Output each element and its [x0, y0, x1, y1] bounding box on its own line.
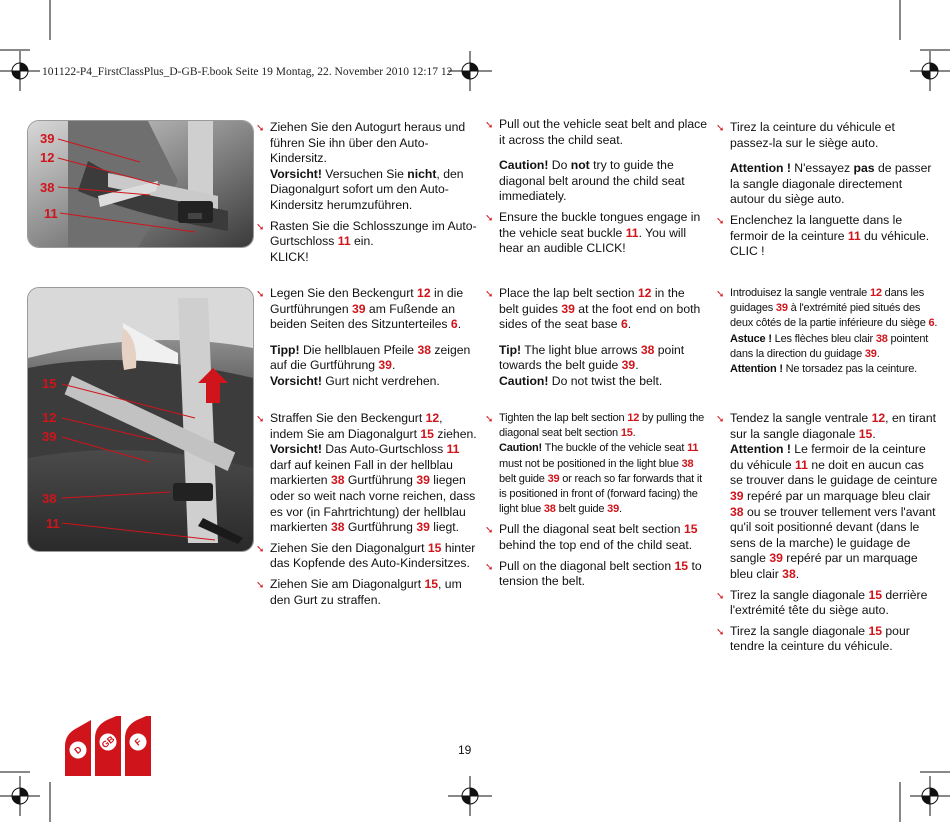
arrow-bullet-icon: ➘: [485, 212, 494, 224]
callout-39: 39: [42, 429, 57, 444]
figure2-leader-lines: [0, 0, 260, 560]
arrow-bullet-icon: ➘: [716, 289, 725, 300]
list-item: ➘ Rasten Sie die Schlosszunge im Auto-Gurtschloss 11 ein. KLICK!: [256, 218, 477, 264]
arrow-bullet-icon: ➘: [256, 289, 265, 300]
list-item: ➘ Introduisez la sangle ventrale 12 dans les guidages 39 à l'extrémité pied situés des deux côtés de la partie inférieure du siège 6. Astuce ! Les flèches bleu clair 38 pointent dans la direction du guidage 39. Attention ! Ne torsadez pas la ceinture.: [716, 287, 938, 376]
s2-french: [716, 286, 938, 382]
list-item: ➘ Tighten the lap belt section 12 by pulling the diagonal seat belt section 15. Caution! The buckle of the vehicle seat 11 must not be positioned in the light blue 38 belt guide 39 or reach so far forwards that it is positioned in front of (forward facing) the light blue 38 belt guide 39.: [485, 412, 705, 516]
callout-12: 12: [40, 150, 55, 165]
s1-english: [485, 117, 707, 262]
arrow-bullet-icon: ➘: [716, 123, 725, 134]
list-item: ➘ Ensure the buckle tongues engage in the vehicle seat buckle 11. You will hear an audible CLICK!: [485, 209, 701, 256]
arrow-bullet-icon: ➘: [256, 543, 265, 555]
callout-15: 15: [42, 376, 57, 391]
arrow-bullet-icon: ➘: [256, 221, 265, 233]
list-item: ➘ Pull out the vehicle seat belt and place it across the child seat. Caution! Do not try to guide the diagonal belt around the child seat immediately.: [485, 117, 708, 204]
list-item: ➘ Ziehen Sie den Diagonalgurt 15 hinter das Kopfende des Auto-Kindersitzes.: [256, 540, 476, 571]
callout-11: 11: [44, 206, 58, 221]
list-item: ➘ Legen Sie den Beckengurt 12 in die Gurtführungen 39 am Fußende an beiden Seiten des Sitzunterteiles 6. Tipp! Die hellblauen Pfeile 38 zeigen auf die Gurtführung 39. Vorsicht! Gurt nicht verdrehen.: [256, 286, 471, 388]
callout-39: 39: [40, 131, 55, 146]
arrow-bullet-icon: ➘: [256, 414, 265, 425]
list-item: ➘ Ziehen Sie am Diagonalgurt 15, um den Gurt zu straffen.: [256, 576, 462, 607]
arrow-bullet-icon: ➘: [485, 414, 494, 425]
arrow-bullet-icon: ➘: [256, 123, 265, 134]
print-header: 101122-P4_FirstClassPlus_D-GB-F.book Seite 19 Montag, 22. November 2010 12:17 12: [42, 66, 453, 78]
arrow-bullet-icon: ➘: [485, 289, 494, 300]
list-item: ➘ Pull on the diagonal belt section 15 to tension the belt.: [485, 558, 702, 589]
arrow-bullet-icon: ➘: [716, 215, 725, 227]
s1-french: [716, 120, 938, 265]
list-item: ➘ Ziehen Sie den Autogurt heraus und führen Sie ihn über den Auto-Kindersitz. Vorsicht! Versuchen Sie nicht, den Diagonalgurt sofort um den Auto-Kindersitz herumzuführen.: [256, 120, 466, 212]
s2-german: [256, 286, 478, 395]
s3-french: [716, 411, 938, 660]
s2-english: [485, 286, 707, 395]
list-item: ➘ Tendez la sangle ventrale 12, en tirant sur la sangle diagonale 15. Attention ! Le fermoir de la ceinture du véhicule 11 ne doit en aucun cas se trouver dans le guidage de ceinture 39 repéré par un marquage bleu clair 38 ou se trouver tellement vers l'avant qu'il soit positionné devant (dans le sens de la marche) le guidage de sangle 39 repéré par un marquage bleu clair 38.: [716, 411, 938, 581]
list-item: ➘ Tirez la sangle diagonale 15 derrière l'extrémité tête du siège auto.: [716, 587, 928, 618]
arrow-bullet-icon: ➘: [716, 590, 725, 602]
list-item: ➘ Enclenchez la languette dans le fermoir de la ceinture 11 du véhicule. CLIC !: [716, 212, 930, 259]
s3-english: [485, 411, 707, 595]
language-tabs: [63, 716, 163, 776]
arrow-bullet-icon: ➘: [485, 561, 494, 573]
page-number: 19: [458, 743, 472, 757]
arrow-bullet-icon: ➘: [485, 120, 494, 131]
callout-12: 12: [42, 410, 57, 425]
list-item: ➘ Tirez la sangle diagonale 15 pour tendre la ceinture du véhicule.: [716, 623, 910, 654]
arrow-bullet-icon: ➘: [716, 414, 725, 425]
s1-german: [256, 120, 478, 270]
arrow-bullet-icon: ➘: [256, 579, 265, 591]
callout-38: 38: [40, 180, 55, 195]
arrow-bullet-icon: ➘: [485, 525, 494, 537]
tab-gb: GB: [99, 733, 117, 751]
list-item: ➘ Straffen Sie den Beckengurt 12, indem Sie am Diagonalgurt 15 ziehen. Vorsicht! Das Auto-Gurtschloss 11 darf auf keinen Fall in der hellblau markierten 38 Gurtführung 39 liegen oder so weit nach vorne reichen, dass es vor (in Fahrtrichtung) der hellblau markierten 38 Gurtführung 39 liegt.: [256, 411, 477, 535]
callout-11: 11: [46, 516, 60, 531]
arrow-bullet-icon: ➘: [716, 626, 725, 638]
s3-german: [256, 411, 478, 613]
list-item: ➘ Tirez la ceinture du véhicule et passez-la sur le siège auto. Attention ! N'essayez pas de passer la sangle diagonale directement autour du siège auto.: [716, 120, 932, 207]
list-item: ➘ Pull the diagonal seat belt section 15 behind the top end of the child seat.: [485, 522, 698, 553]
tab-d: D: [72, 744, 84, 756]
callout-38: 38: [42, 491, 57, 506]
list-item: ➘ Place the lap belt section 12 in the belt guides 39 at the foot end on both sides of the seat base 6. Tip! The light blue arrows 38 point towards the belt guide 39. Caution! Do not twist the belt.: [485, 286, 701, 388]
tab-f: F: [132, 736, 144, 748]
